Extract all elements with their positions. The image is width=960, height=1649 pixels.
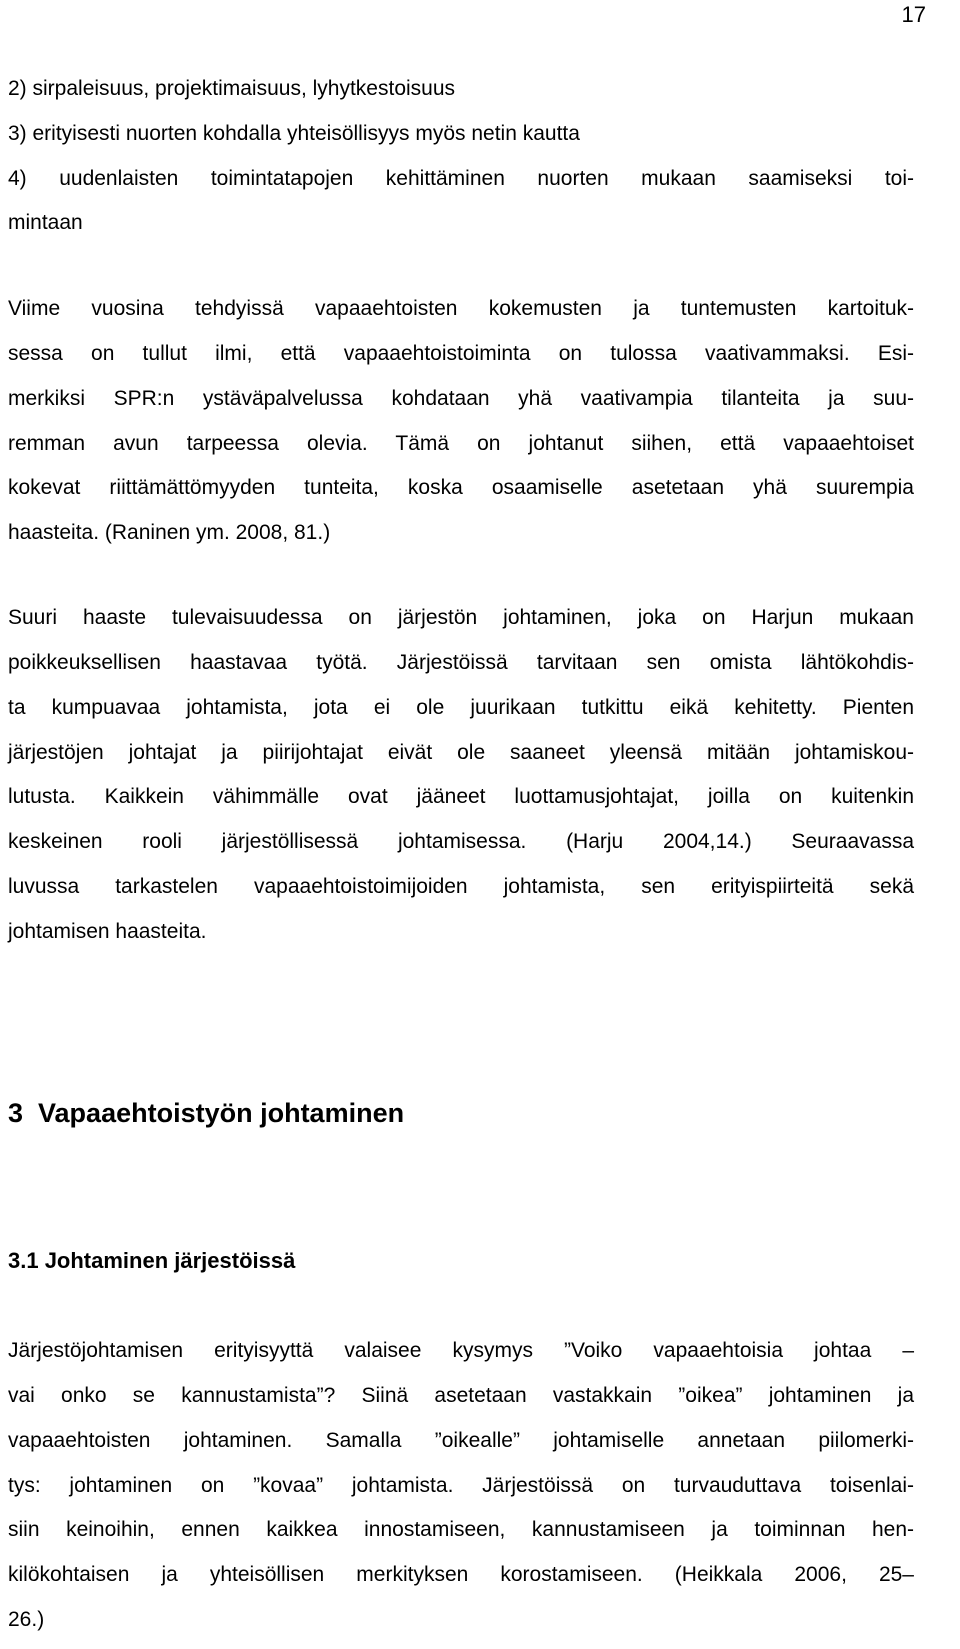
list-item: 4) uudenlaisten toimintatapojen kehittäminen nuorten mukaan saamiseksi toi-: [8, 167, 914, 190]
paragraph-line: Viime vuosina tehdyissä vapaaehtoisten kokemusten ja tuntemusten kartoituk-: [8, 297, 914, 320]
paragraph-line: lutusta. Kaikkein vähimmälle ovat jääneet luottamusjohtajat, joilla on kuitenkin: [8, 785, 914, 808]
paragraph-line: johtamisen haasteita.: [8, 920, 207, 943]
section-heading: 3.1 Johtaminen järjestöissä: [8, 1248, 296, 1273]
paragraph-line: 26.): [8, 1608, 45, 1631]
paragraph-line: remman avun tarpeessa olevia. Tämä on johtanut siihen, että vapaaehtoiset: [8, 432, 914, 455]
list-item: 2) sirpaleisuus, projektimaisuus, lyhytkestoisuus: [8, 77, 456, 100]
paragraph-line: Suuri haaste tulevaisuudessa on järjestön johtaminen, joka on Harjun mukaan: [8, 606, 914, 629]
list-item-continuation: mintaan: [8, 211, 83, 234]
paragraph-line: sessa on tullut ilmi, että vapaaehtoistoiminta on tulossa vaativammaksi. Esi-: [8, 342, 914, 365]
paragraph-line: haasteita. (Raninen ym. 2008, 81.): [8, 521, 331, 544]
page-number: 17: [901, 2, 926, 27]
paragraph-line: Järjestöjohtamisen erityisyyttä valaisee kysymys ”Voiko vapaaehtoisia johtaa –: [8, 1339, 914, 1362]
paragraph-line: tys: johtaminen on ”kovaa” johtamista. Järjestöissä on turvauduttava toisenlai-: [8, 1474, 914, 1497]
paragraph-line: merkiksi SPR:n ystäväpalvelussa kohdataan yhä vaativampia tilanteita ja suu-: [8, 387, 914, 410]
chapter-heading: 3 Vapaaehtoistyön johtaminen: [8, 1098, 405, 1128]
paragraph-line: ta kumpuavaa johtamista, jota ei ole juurikaan tutkittu eikä kehitetty. Pienten: [8, 696, 914, 719]
paragraph-line: vapaaehtoisten johtaminen. Samalla ”oikealle” johtamiselle annetaan piilomerki-: [8, 1429, 914, 1452]
paragraph-line: kilökohtaisen ja yhteisöllisen merkityksen korostamiseen. (Heikkala 2006, 25–: [8, 1563, 914, 1586]
paragraph-line: luvussa tarkastelen vapaaehtoistoimijoiden johtamista, sen erityispiirteitä sekä: [8, 875, 914, 898]
paragraph-line: vai onko se kannustamista”? Siinä asetetaan vastakkain ”oikea” johtaminen ja: [8, 1384, 914, 1407]
paragraph-line: poikkeuksellisen haastavaa työtä. Järjestöissä tarvitaan sen omista lähtökohdis-: [8, 651, 914, 674]
list-item: 3) erityisesti nuorten kohdalla yhteisöllisyys myös netin kautta: [8, 122, 580, 145]
paragraph-line: keskeinen rooli järjestöllisessä johtamisessa. (Harju 2004,14.) Seuraavassa: [8, 830, 914, 853]
paragraph-line: järjestöjen johtajat ja piirijohtajat eivät ole saaneet yleensä mitään johtamiskou-: [8, 741, 914, 764]
paragraph-line: siin keinoihin, ennen kaikkea innostamiseen, kannustamiseen ja toiminnan hen-: [8, 1518, 914, 1541]
paragraph-line: kokevat riittämättömyyden tunteita, koska osaamiselle asetetaan yhä suurempia: [8, 476, 914, 499]
